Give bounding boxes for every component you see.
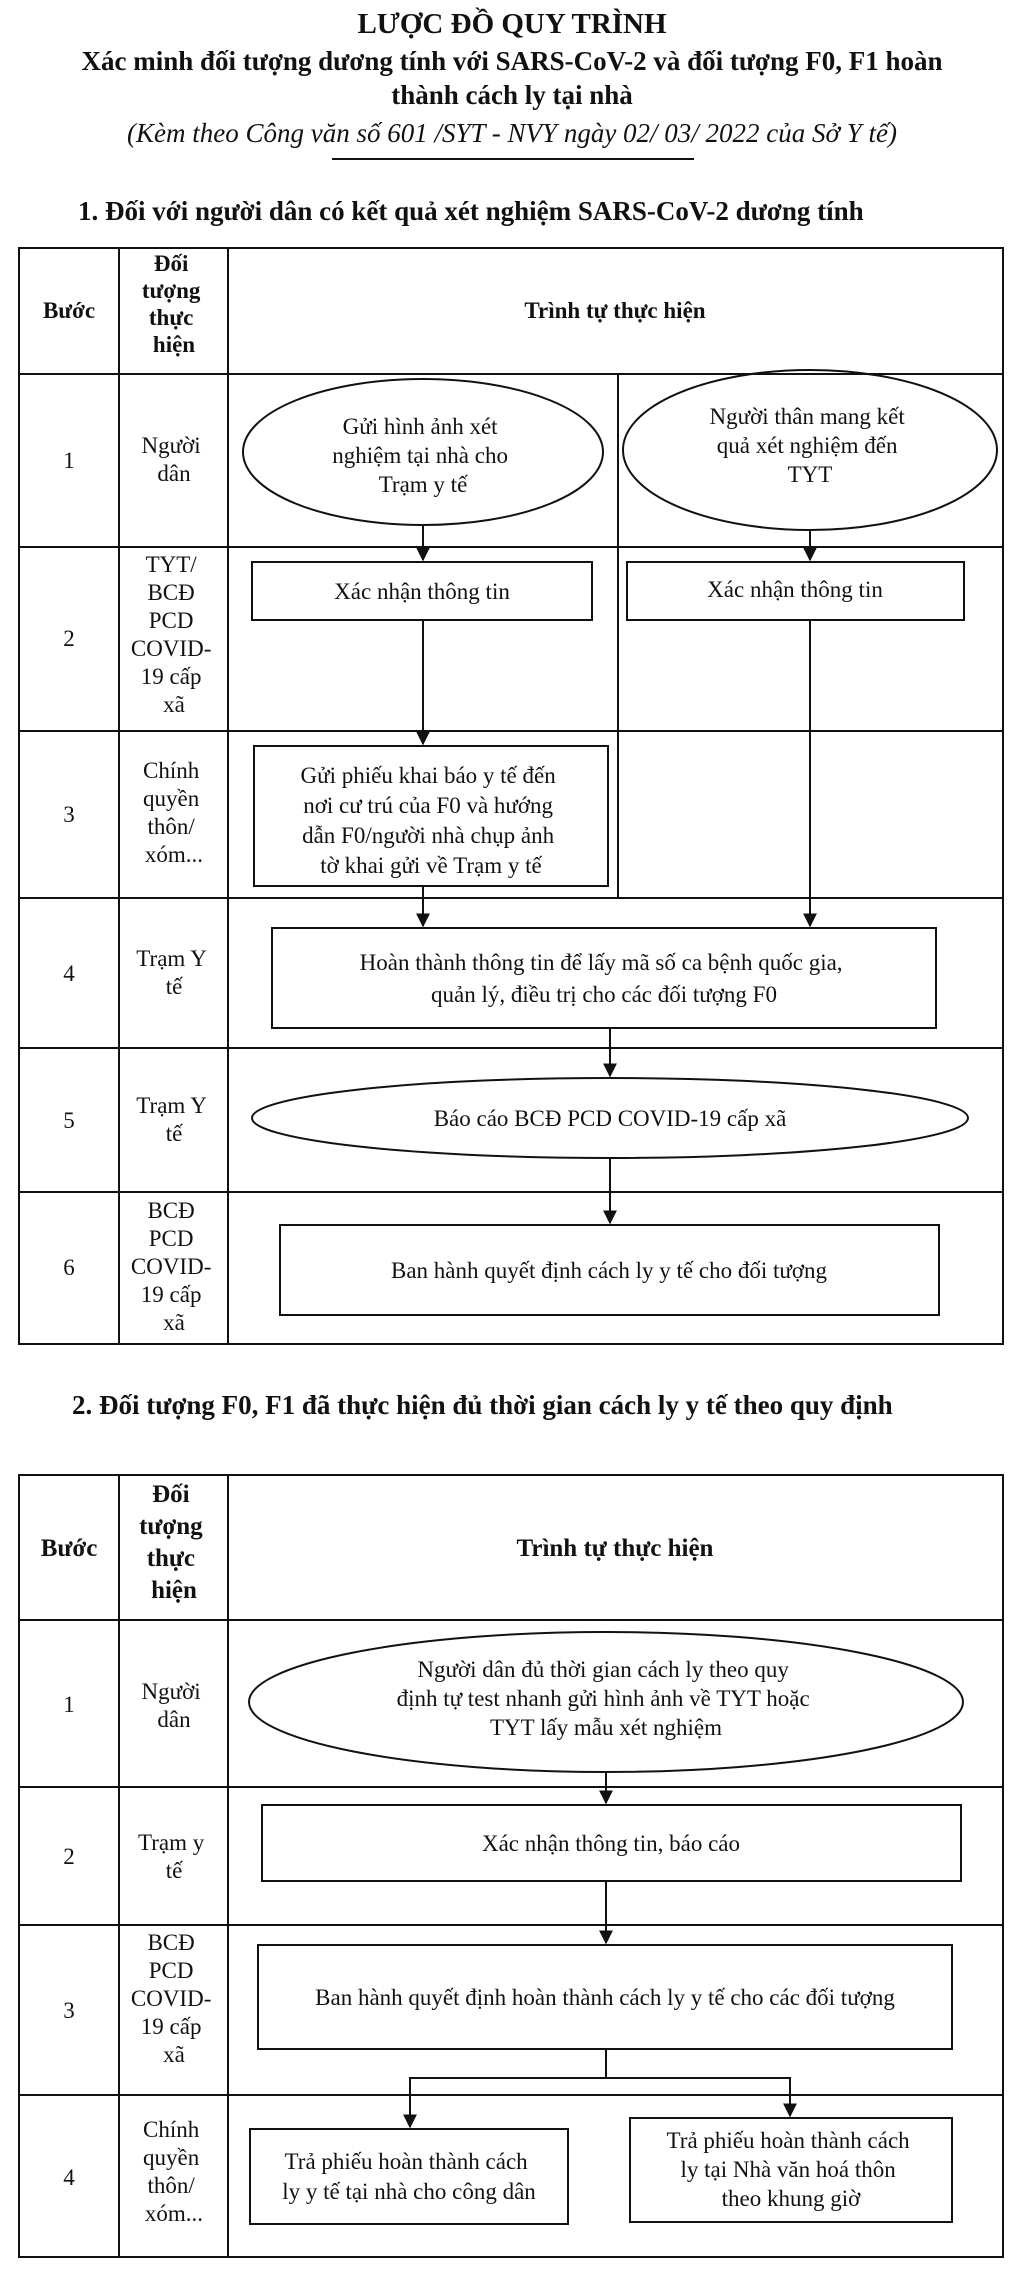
s2-subject-3: BCĐ PCD COVID- 19 cấp xã — [130, 1930, 212, 2067]
s1-step-1: 1 — [63, 448, 75, 473]
s1-header-process: Trình tự thực hiện — [524, 298, 706, 323]
s2-node-self-test-text: Người dân đủ thời gian cách ly theo quy định tự test nhanh gửi hình ảnh về TYT hoặc TYT lấy mẫu xét nghiệm — [396, 1657, 810, 1740]
s2-header-process: Trình tự thực hiện — [516, 1535, 714, 1562]
s2-step-2: 2 — [63, 1844, 75, 1869]
s1-node-confirm-left-text: Xác nhận thông tin — [334, 579, 510, 604]
s2-node-return-home — [250, 2129, 568, 2224]
s1-node-complete-info — [272, 928, 936, 1028]
s2-header-step: Bước — [40, 1535, 98, 1562]
page-subtitle-line-2: thành cách ly tại nhà — [391, 80, 633, 110]
s1-header-step: Bước — [42, 298, 96, 323]
s1-subject-5: Trạm Y tế — [136, 1093, 206, 1146]
s1-node-send-image-text: Gửi hình ảnh xét nghiệm tại nhà cho Trạm y tế — [332, 414, 508, 497]
s2-node-confirm-report-text: Xác nhận thông tin, báo cáo — [481, 1831, 741, 1856]
s2-subject-1: Người dân — [141, 1679, 201, 1732]
section-2-title: 2. Đối tượng F0, F1 đã thực hiện đủ thời gian cách ly y tế theo quy định — [72, 1390, 893, 1420]
s2-node-issue-completion-text: Ban hành quyết định hoàn thành cách ly y tế cho các đối tượng — [315, 1985, 895, 2010]
s2-header-subject: Đối tượng thực hiện — [139, 1481, 203, 1604]
s2-subject-4: Chính quyền thôn/ xóm... — [143, 2117, 204, 2226]
s2-step-4: 4 — [63, 2165, 75, 2190]
s1-subject-4: Trạm Y tế — [136, 946, 206, 999]
s1-node-relative-brings-text: Người thân mang kết quả xét nghiệm đến TYT — [709, 404, 905, 487]
s1-step-4: 4 — [63, 961, 75, 986]
page-title: LƯỢC ĐỒ QUY TRÌNH — [357, 8, 667, 40]
s1-node-report-text: Báo cáo BCĐ PCD COVID-19 cấp xã — [433, 1106, 787, 1131]
s2-connectors — [410, 1772, 790, 2127]
s1-step-5: 5 — [63, 1108, 75, 1133]
s1-subject-1: Người dân — [141, 433, 201, 486]
s1-step-3: 3 — [63, 802, 75, 827]
s1-subject-2: TYT/ BCĐ PCD COVID- 19 cấp xã — [130, 552, 212, 717]
page-subtitle-line-1: Xác minh đối tượng dương tính với SARS-CoV-2 và đối tượng F0, F1 hoàn — [81, 46, 943, 76]
document-reference-note: (Kèm theo Công văn số 601 /SYT - NVY ngày 02/ 03/ 2022 của Sở Y tế) — [127, 118, 897, 148]
s1-header-subject: Đối tượng thực hiện — [141, 251, 201, 357]
s1-subject-3: Chính quyền thôn/ xóm... — [143, 758, 204, 867]
s1-node-issue-decision-text: Ban hành quyết định cách ly y tế cho đối tượng — [391, 1258, 827, 1283]
section-1-title: 1. Đối với người dân có kết quả xét nghiệm SARS-CoV-2 dương tính — [78, 196, 864, 226]
s1-node-confirm-right-text: Xác nhận thông tin — [707, 577, 883, 602]
s2-subject-2: Trạm y tế — [138, 1830, 205, 1883]
s2-step-1: 1 — [63, 1692, 75, 1717]
s2-node-return-home-text: Trả phiếu hoàn thành cách ly y tế tại nhà cho công dân — [282, 2149, 536, 2204]
s1-node-send-form-text: Gửi phiếu khai báo y tế đến nơi cư trú của F0 và hướng dẫn F0/người nhà chụp ảnh tờ khai gửi về Trạm y tế — [300, 763, 556, 878]
s1-step-6: 6 — [63, 1255, 75, 1280]
s2-step-3: 3 — [63, 1998, 75, 2023]
s1-step-2: 2 — [63, 626, 75, 651]
s1-node-complete-info-text: Hoàn thành thông tin để lấy mã số ca bệnh quốc gia, quản lý, điều trị cho các đối tượng F0 — [359, 950, 843, 1007]
s2-node-return-hall-text: Trả phiếu hoàn thành cách ly tại Nhà văn hoá thôn theo khung giờ — [666, 2128, 910, 2211]
s1-subject-6: BCĐ PCD COVID- 19 cấp xã — [130, 1198, 212, 1335]
